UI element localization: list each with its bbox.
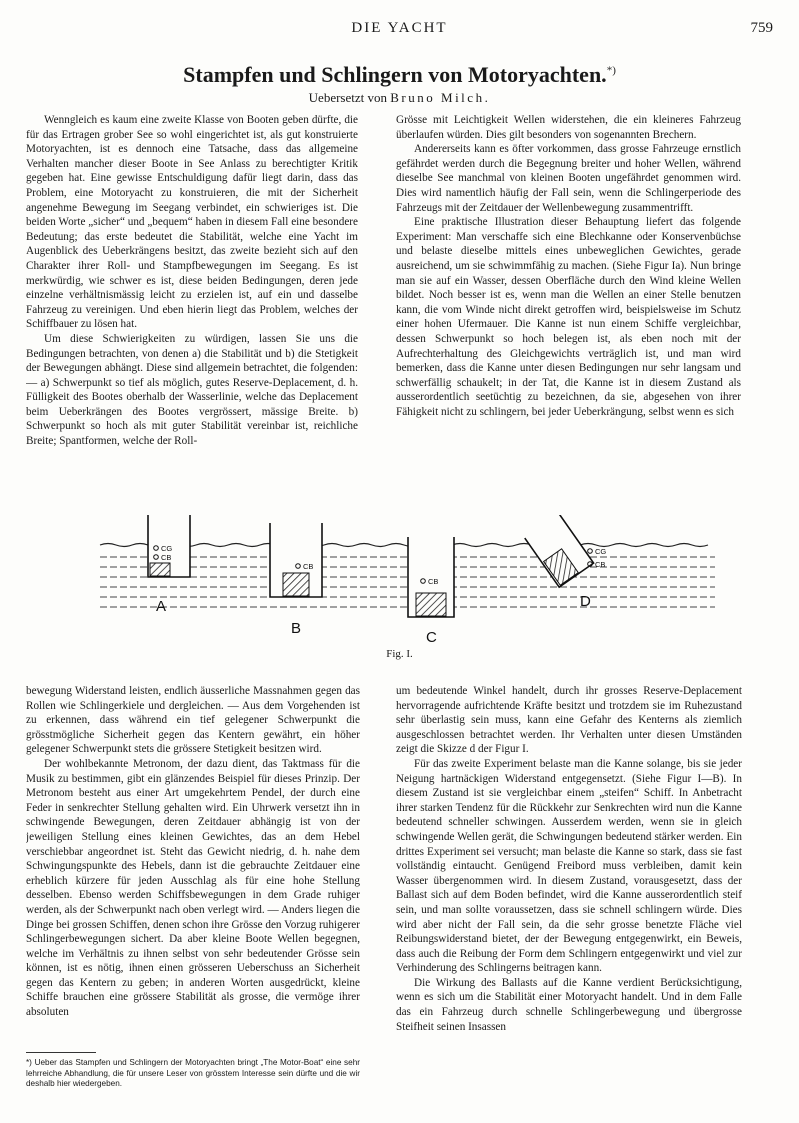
label-c: C [426,629,437,646]
footnote-divider [26,1052,96,1053]
page-header [0,20,799,44]
article-title-text: Stampfen und Schlingern von Motoryachten. [183,62,607,87]
paragraph: Die Wirkung des Ballasts auf die Kanne verdient Berücksichtigung, wenn es sich um die Stabilität einer Motoryacht handelt. Und in dem Falle das ein Fahrzeug durch schnelle Schlingerbewegung und übergrosse Steifheit seinen Insassen [396,976,742,1033]
column-3 [26,684,360,1042]
paragraph: Um diese Schwierigkeiten zu würdigen, lassen Sie uns die Bedingungen betrachten, von denen a) die Stabilität und b) die Stetigkeit der Bewegungen abhängt. Diese sind allgemein betrachtet, die folgenden: — a) Schwerpunkt so tief als möglich, gutes Reserve-Deplacement, d. h. Fülligkeit des Bootes oberhalb der Wasserlinie, welche das Deplacement beim Ueberkrängen des Bootes vergrössert, mässige Breite. b) Schwerpunkt so hoch als mit guter Stabilität vereinbar ist, reichliche Breite; Spantformen, welche der Roll- [26,332,358,448]
label-cb: CB [303,562,314,571]
figure-caption: Fig. I. [386,648,413,660]
label-d: D [580,593,591,610]
column-1 [26,113,358,485]
column-4 [396,684,742,1098]
translator-line [0,90,799,106]
paragraph: um bedeutende Winkel handelt, durch ihr grosses Reserve-Deplacement hervorragende aufrichtende Kräfte besitzt und trotzdem sie im Ruhezustand sehr überlastig sein muss, kann eine Gefahr des Kenterns als ziemlich ausgeschlossen betrachtet werden. Ihr Verhalten unter diesen Umständen zeigt die Skizze d der Figur I. [396,685,742,756]
label-cb: CB [595,560,606,569]
paragraph: Wenngleich es kaum eine zweite Klasse von Booten geben dürfte, die für das Ertragen grober See so wohl eingerichtet ist, als gut konstruierte Motoryachten, ist es dennoch eine Tatsache, dass das allgemeine Verhalten mancher dieser Boote in See Anlass zu berechtigter Kritik gegeben hat. Eine gewisse Entschuldigung dafür liegt darin, dass das Problem, eine Motoryacht zu konstruieren, die mit der Sicherheit angenehme Bewegung im Seegang verbindet, ein schwieriges ist. Die beiden Worte „sicher“ und „bequem“ haben in diesem Fall eine besondere Bedeutung; das erste bedeutet die Stabilität, welche eine Yacht im Augenblick des Ueberkrängens besitzt, das zweite bezieht sich auf den Charakter ihrer Roll- und Stampfbewegungen im Seegang. Es ist merkwürdig, wie schwer es ist, diese beiden Bedingungen, deren jede einzelne verhältnismässig leicht zu erzielen ist, auf ein und dasselbe Fahrzeug zu vereinigen. Und eben hierin liegt das Problem, welches der Schiffbauer zu lösen hat. [26,114,358,331]
paragraph: bewegung Widerstand leisten, endlich äusserliche Massnahmen gegen das Rollen wie Schlingerkiele und dergleichen. — Aus dem Vorgehenden ist zu erkennen, dass während ein tief gelegener Schwerpunkt die grösstmögliche Sicherheit gegen das Kentern gewährt, ein höher gelegener Schwerpunkt stets die grössere Stetigkeit besitzen wird. [26,685,360,756]
label-cg: CG [595,547,607,556]
title-footnote-mark: *) [606,64,616,77]
paragraph: Andererseits kann es öfter vorkommen, dass grosse Fahrzeuge ernstlich gefährdet werden durch die Begegnung breiter und hoher Wellen, während dieselbe See manchmal von kleinen Booten ungefährdet genommen wird. Dies wird namentlich häufig der Fall sein, wenn die Schlingerperiode des Fahrzeugs mit der Zeitdauer der Wellenbewegung zusammentrifft. [396,143,741,214]
can-d [525,515,594,587]
figure-1-diagram [90,515,720,665]
paragraph: Eine praktische Illustration dieser Behauptung liefert das folgende Experiment: Man verschaffe sich eine Blechkanne oder Konservenbüchse und belaste dieselbe mittels eines unbeweglichen Gewichtes, gerade ausreichend, um sie schwimmfähig zu machen. (Siehe Figur Ia). Nun bringe man sie auf ein Wasser, dessen Oberfläche durch den Wind kleine Wellen bildet. Noch besser ist es, wenn man die Wellen an einer Stelle benutzen kann, die vom Winde nicht direkt getroffen wird, beispielsweise im Schutz einer hohen Ufermauer. Die Kanne ist nun einem Schiffe vergleichbar, dessen Schwerpunkt so hoch belegen ist, als eben noch mit der Aufrechterhaltung des Gleichgewichts verträglich ist, und man wird bemerken, dass die Kanne unter diesen Bedingungen nur sehr langsam und schwerfällig schaukelt; in der Tat, die Kanne ist in diesem Zustand als ausserordentlich seetüchtig zu bezeichnen, da sie, abgesehen von ihrer Fähigkeit nicht zu schlingern, bei jeder Ueberkrängung, selbst wenn es sich [396,216,741,418]
label-cb: CB [161,553,172,562]
article-title [0,62,799,88]
label-cg: CG [161,544,173,553]
water-surface [100,544,708,547]
paragraph: Der wohlbekannte Metronom, der dazu dient, das Taktmass für die Musik zu bestimmen, gibt ein glänzendes Beispiel für dieses Prinzip. Der Metronom besteht aus einer Art umgekehrtem Pendel, der durch eine Feder in senkrechter Stellung gehalten wird. Ein Uhrwerk versetzt ihn in schwingende Bewegungen, deren Zeitdauer abhängig ist von der jeweiligen Stellung eines kleinen Gewichtes, das an dem Hebel verschiebbar angeordnet ist. Steht das Gewicht niedrig, d. h. nahe dem Schwingungspunkte des Hebels, dann ist die gebrauchte Zeitdauer eine erheblich kürzere für jeden Ausschlag als für eine hohe Stellung desselben. Ebenso werden Schiffsbewegungen in dem Grade ruhiger werden, als der Schwerpunkt nach oben verlegt wird. — Anders liegen die Dinge bei grossen Schiffen, denen schon ihre Grösse den Vorzug ruhigerer Schlingerbewegungen sichert. Da aber kleine Boote Wellen begegnen, welche im Verhältnis zu ihnen selbst von sehr bedeutender Grösse sein können, ist es nötig, ihnen einen grösseren Ueberschuss an Sicherheit gegen das Kentern zu geben; in anderen Worten ausgedrückt, kleine Schiffe brauchen eine grössere Stabilität als grosse, die vermöge ihrer absoluten [26,757,360,1019]
footnote: *) Ueber das Stampfen und Schlingern der Motoryachten bringt „The Motor-Boat“ eine sehr lehrreiche Abhandlung, die für unsere Leser von grösstem Interesse sein dürfte und die wir deshalb hier wiedergeben. [26,1058,360,1088]
paragraph: Für das zweite Experiment belaste man die Kanne solange, bis sie jeder Neigung hartnäckigen Widerstand entgegensetzt. (Siehe Figur I—B). In diesem Zustand ist sie vergleichbar einem „steifen“ Schiff. In Anbetracht ihrer starken Tendenz für die Rückkehr zur Senkrechten wird nun die Kanne bedeutend schneller schwingen. Ausserdem werden, wenn sie in gleich schwingende Wellen gerät, die Schwingungen bedeutend stärker werden. Ein drittes Experiment sei versucht; man belaste die Kanne so stark, dass sie fast vollständig eintaucht. Genügend Freibord muss verbleiben, damit kein Wasser übergenommen wird. In diesem Zustand, vorausgesetzt, dass der Ballast sich auf dem Boden befindet, wird die Kanne ausserordentlich steif sein, und man sollte voraussetzen, dass sie schnell schlingern würde. Dies wird aber nicht der Fall sein, da die sehr grosse benetzte Fläche viel Reibungswiderstand bietet, der der Bewegung entgegenwirkt, ein Beweis, dass auch die Reibung der Form dem Schlingern entgegenwirkt und viel zur Verhinderung des Schlingerns beitragen kann. [396,757,742,975]
paragraph: Grösse mit Leichtigkeit Wellen widerstehen, die ein kleineres Fahrzeug überlaufen würden. Dies gilt besonders von sogenannten Brechern. [396,114,741,141]
label-cb: CB [428,577,439,586]
journal-title: DIE YACHT [351,20,448,36]
translator-name: Bruno Milch. [390,90,491,105]
translator-prefix: Uebersetzt von [308,90,388,105]
column-2 [396,113,741,485]
page-number: 759 [750,20,773,36]
label-a: A [156,598,167,615]
label-b: B [291,620,302,637]
